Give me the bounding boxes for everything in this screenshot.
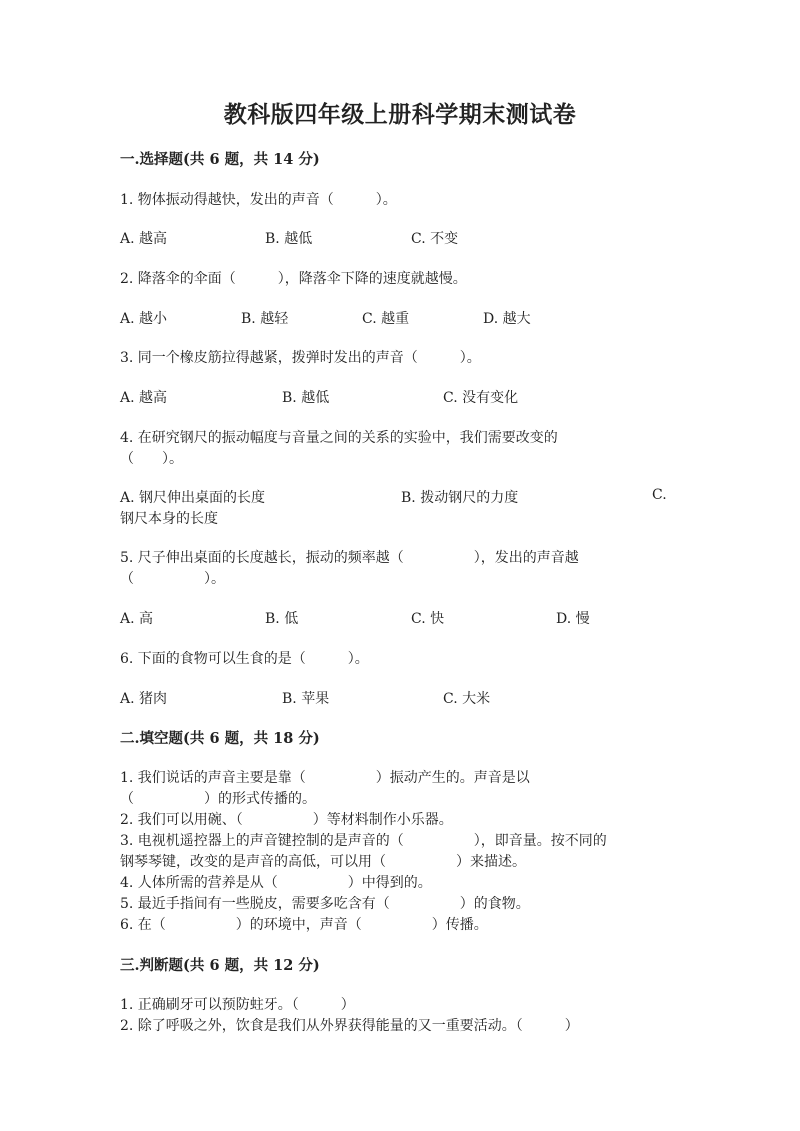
question-stem: 6. 下面的食物可以生食的是（ ）。 — [120, 651, 369, 667]
question-stem: 4. 在研究钢尺的振动幅度与音量之间的关系的实验中，我们需要改变的 — [120, 430, 558, 446]
option-c-text: 钢尺本身的长度 — [120, 511, 218, 527]
option-c-label: C. — [652, 487, 667, 503]
option-a: A. 钢尺伸出桌面的长度 — [120, 490, 266, 506]
fill-blank-line: 5. 最近手指间有一些脱皮，需要多吃含有（ ）的食物。 — [120, 896, 530, 912]
option-a: A. 越高 — [120, 231, 168, 247]
question-stem: 1. 物体振动得越快，发出的声音（ ）。 — [120, 192, 397, 208]
option-b: B. 越低 — [282, 390, 330, 406]
section-heading-fill-blank: 二.填空题(共 6 题，共 18 分) — [120, 730, 320, 747]
option-d: D. 慢 — [556, 611, 590, 627]
fill-blank-line: 2. 我们可以用碗、（ ）等材料制作小乐器。 — [120, 812, 453, 828]
option-b: B. 越低 — [265, 231, 313, 247]
fill-blank-line: 1. 我们说话的声音主要是靠（ ）振动产生的。声音是以 — [120, 770, 530, 786]
question-stem-continued: （ ）。 — [120, 571, 225, 587]
option-c: C. 越重 — [362, 311, 410, 327]
question-stem: 2. 降落伞的伞面（ ），降落伞下降的速度就越慢。 — [120, 271, 467, 287]
fill-blank-line: 钢琴琴键，改变的是声音的高低，可以用（ ）来描述。 — [120, 854, 526, 870]
question-stem-continued: （ ）。 — [120, 451, 183, 467]
fill-blank-line: 4. 人体所需的营养是从（ ）中得到的。 — [120, 875, 432, 891]
section-heading-true-false: 三.判断题(共 6 题，共 12 分) — [120, 957, 320, 974]
option-a: A. 越小 — [120, 311, 168, 327]
option-b: B. 拨动钢尺的力度 — [401, 490, 519, 506]
fill-blank-line: 6. 在（ ）的环境中，声音（ ）传播。 — [120, 917, 488, 933]
true-false-line: 2. 除了呼吸之外，饮食是我们从外界获得能量的又一重要活动。（ ） — [120, 1018, 579, 1034]
option-c: C. 不变 — [411, 231, 459, 247]
page-title: 教科版四年级上册科学期末测试卷 — [223, 101, 577, 128]
option-b: B. 低 — [265, 611, 299, 627]
option-b: B. 越轻 — [241, 311, 289, 327]
question-stem: 5. 尺子伸出桌面的长度越长，振动的频率越（ ），发出的声音越 — [120, 550, 579, 566]
option-a: A. 猪肉 — [120, 691, 168, 707]
option-a: A. 越高 — [120, 390, 168, 406]
section-heading-choice: 一.选择题(共 6 题，共 14 分) — [120, 151, 320, 168]
fill-blank-line: 3. 电视机遥控器上的声音键控制的是声音的（ ），即音量。按不同的 — [120, 833, 607, 849]
option-d: D. 越大 — [483, 311, 531, 327]
question-stem: 3. 同一个橡皮筋拉得越紧，拨弹时发出的声音（ ）。 — [120, 350, 481, 366]
true-false-line: 1. 正确刷牙可以预防蛀牙。（ ） — [120, 997, 355, 1013]
option-c: C. 快 — [411, 611, 445, 627]
option-c: C. 没有变化 — [443, 390, 519, 406]
fill-blank-line: （ ）的形式传播的。 — [120, 791, 316, 807]
option-c: C. 大米 — [443, 691, 491, 707]
option-a: A. 高 — [120, 611, 154, 627]
option-b: B. 苹果 — [282, 691, 330, 707]
